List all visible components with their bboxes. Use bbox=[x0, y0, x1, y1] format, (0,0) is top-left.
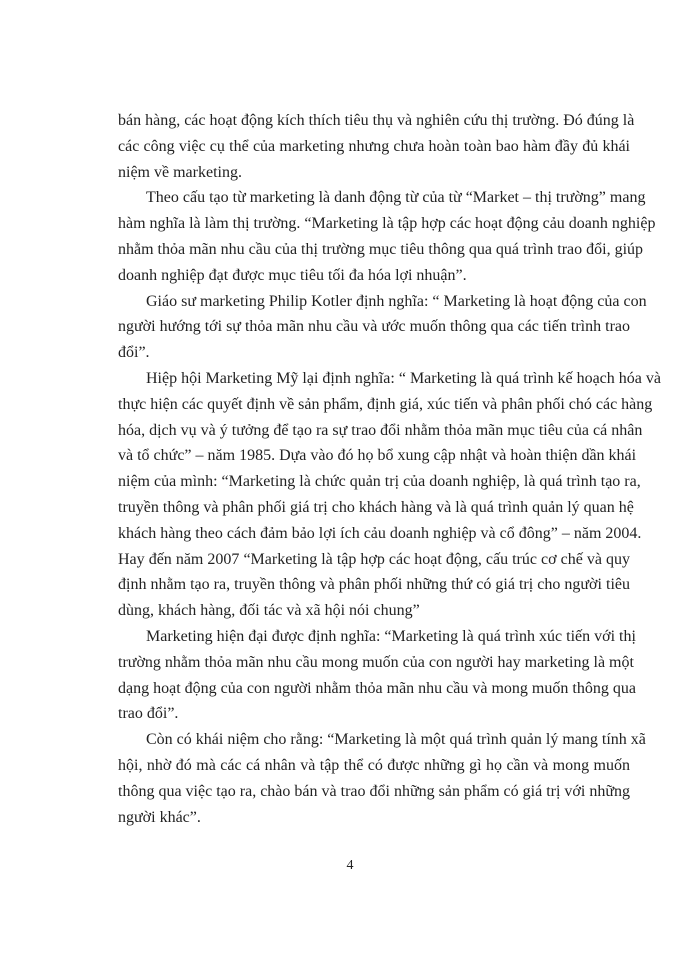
text-line: hội, nhờ đó mà các cá nhân và tập thể có được những gì họ cần và mong muốn bbox=[118, 756, 630, 774]
text-line: niệm về marketing. bbox=[118, 163, 242, 181]
text-line: thông qua việc tạo ra, chào bán và trao đổi những sản phẩm có giá trị với những bbox=[118, 782, 630, 800]
paragraph bbox=[118, 289, 647, 366]
text-line: truyền thông và phân phối giá trị cho khách hàng và là quá trình quản lý quan hệ bbox=[118, 498, 634, 516]
text-line: Giáo sư marketing Philip Kotler định nghĩa: “ Marketing là hoạt động của con bbox=[146, 292, 647, 310]
text-line: đổi”. bbox=[118, 344, 150, 362]
text-line: thực hiện các quyết định về sản phẩm, định giá, xúc tiến và phân phối chó các hàng bbox=[118, 395, 653, 413]
text-line: người hướng tới sự thỏa mãn nhu cầu và ước muốn thông qua các tiến trình trao bbox=[118, 318, 630, 336]
text-line: dạng hoạt động của con người nhằm thỏa mãn nhu cầu và mong muốn thông qua bbox=[118, 679, 636, 697]
text-line: bán hàng, các hoạt động kích thích tiêu thụ và nghiên cứu thị trường. Đó đúng là bbox=[118, 112, 635, 129]
document-body bbox=[118, 108, 661, 830]
text-line: người khác”. bbox=[118, 808, 201, 826]
text-line: Marketing hiện đại được định nghĩa: “Marketing là quá trình xúc tiến với thị bbox=[146, 627, 636, 645]
text-line: hóa, dịch vụ và ý tưởng để tạo ra sự trao đổi nhằm thỏa mãn mục tiêu của cá nhân bbox=[118, 421, 643, 439]
paragraph bbox=[118, 624, 636, 727]
text-line: trường nhằm thỏa mãn nhu cầu mong muốn của con người hay marketing là một bbox=[118, 653, 634, 671]
text-line: niệm của mình: “Marketing là chức quản trị của doanh nghiệp, là quá trình tạo ra, bbox=[118, 473, 641, 491]
text-line: định nhằm tạo ra, truyền thông và phân phối những thứ có giá trị cho người tiêu bbox=[118, 576, 630, 594]
paragraph bbox=[118, 185, 656, 288]
text-line: Còn có khái niệm cho rằng: “Marketing là một quá trình quản lý mang tính xã bbox=[146, 731, 646, 749]
text-line: trao đổi”. bbox=[118, 705, 179, 723]
paragraph bbox=[118, 366, 661, 624]
text-line: Hiệp hội Marketing Mỹ lại định nghĩa: “ Marketing là quá trình kế hoạch hóa và bbox=[146, 369, 661, 387]
text-line: doanh nghiệp đạt được mục tiêu tối đa hóa lợi nhuận”. bbox=[118, 266, 467, 284]
paragraph bbox=[118, 727, 646, 830]
text-line: các công việc cụ thể của marketing nhưng chưa hoàn toàn bao hàm đầy đủ khái bbox=[118, 137, 630, 155]
page-number: 4 bbox=[346, 858, 354, 873]
text-line: Theo cấu tạo từ marketing là danh động từ của từ “Market – thị trường” mang bbox=[146, 189, 646, 207]
text-line: khách hàng theo cách đảm bảo lợi ích cảu doanh nghiệp và cổ đông” – năm 2004. bbox=[118, 524, 642, 542]
text-line: dùng, khách hàng, đối tác và xã hội nói chung” bbox=[118, 602, 420, 620]
text-line: Hay đến năm 2007 “Marketing là tập hợp các hoạt động, cấu trúc cơ chế và quy bbox=[118, 550, 630, 568]
text-line: nhằm thỏa mãn nhu cầu của thị trường mục tiêu thông qua quá trình trao đổi, giúp bbox=[118, 240, 644, 258]
text-line: và tổ chức” – năm 1985. Dựa vào đó họ bổ xung cập nhật và hoàn thiện dần khái bbox=[118, 447, 637, 465]
text-line: hàm nghĩa là làm thị trường. “Marketing là tập hợp các hoạt động cảu doanh nghiệp bbox=[118, 215, 656, 233]
paragraph bbox=[118, 108, 635, 185]
